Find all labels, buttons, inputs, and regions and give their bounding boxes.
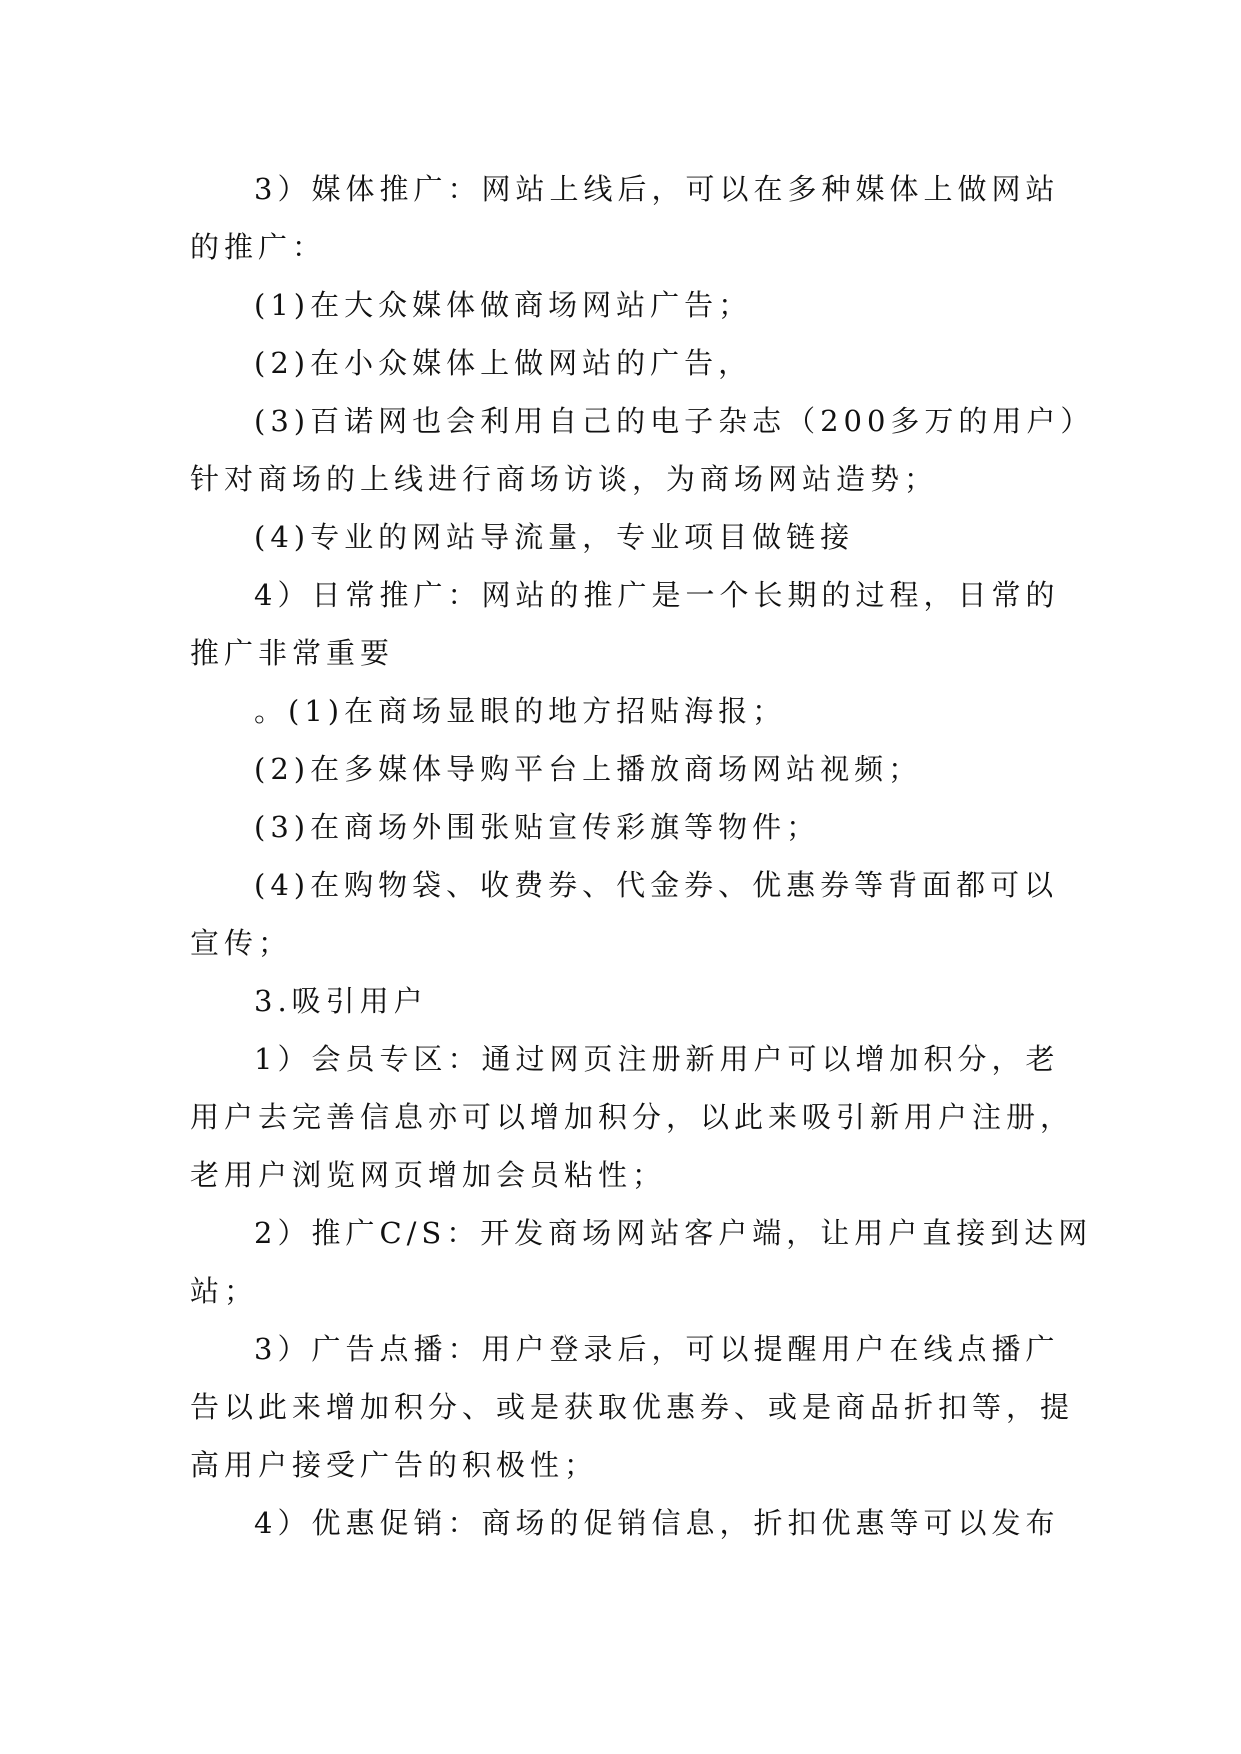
paragraph-media-promotion-line-2: 的推广： — [190, 230, 327, 264]
list-item-niche-media: (2)在小众媒体上做网站的广告， — [254, 346, 753, 380]
list-item-multimedia-video: (2)在多媒体导购平台上播放商场网站视频； — [254, 752, 923, 786]
paragraph-promotions-line-1: 4）优惠促销：商场的促销信息，折扣优惠等可以发布 — [254, 1506, 1060, 1540]
paragraph-ad-on-demand-line-1: 3）广告点播：用户登录后，可以提醒用户在线点播广 — [254, 1332, 1060, 1366]
section-heading-attract-users: 3.吸引用户 — [254, 984, 428, 1018]
paragraph-daily-promotion-line-1: 4）日常推广：网站的推广是一个长期的过程，日常的 — [254, 578, 1060, 612]
list-item-mass-media: (1)在大众媒体做商场网站广告； — [254, 288, 753, 322]
paragraph-member-zone-line-1: 1）会员专区：通过网页注册新用户可以增加积分，老 — [254, 1042, 1060, 1076]
paragraph-media-promotion-line-1: 3）媒体推广：网站上线后，可以在多种媒体上做网站 — [254, 172, 1060, 206]
list-item-flags: (3)在商场外围张贴宣传彩旗等物件； — [254, 810, 821, 844]
paragraph-ad-on-demand-line-3: 高用户接受广告的积极性； — [190, 1448, 599, 1482]
list-item-traffic-links: (4)专业的网站导流量，专业项目做链接 — [254, 520, 855, 554]
list-item-posters: 。(1)在商场显眼的地方招贴海报； — [254, 694, 787, 728]
list-item-bags-coupons-line-2: 宣传； — [190, 926, 293, 960]
paragraph-member-zone-line-3: 老用户浏览网页增加会员粘性； — [190, 1158, 667, 1192]
document-body — [190, 160, 1095, 1552]
list-item-bags-coupons-line-1: (4)在购物袋、收费券、代金券、优惠券等背面都可以 — [254, 868, 1059, 902]
paragraph-member-zone-line-2: 用户去完善信息亦可以增加积分，以此来吸引新用户注册， — [190, 1100, 1075, 1134]
paragraph-daily-promotion-line-2: 推广非常重要 — [190, 636, 395, 670]
paragraph-ad-on-demand-line-2: 告以此来增加积分、或是获取优惠券、或是商品折扣等，提 — [190, 1390, 1075, 1424]
list-item-ezine-line-2: 针对商场的上线进行商场访谈，为商场网站造势； — [190, 462, 939, 496]
paragraph-client-app-line-2: 站； — [190, 1274, 259, 1308]
paragraph-client-app-line-1: 2）推广C/S：开发商场网站客户端，让用户直接到达网 — [254, 1216, 1093, 1250]
list-item-ezine-line-1: (3)百诺网也会利用自己的电子杂志（200多万的用户） — [254, 404, 1095, 438]
